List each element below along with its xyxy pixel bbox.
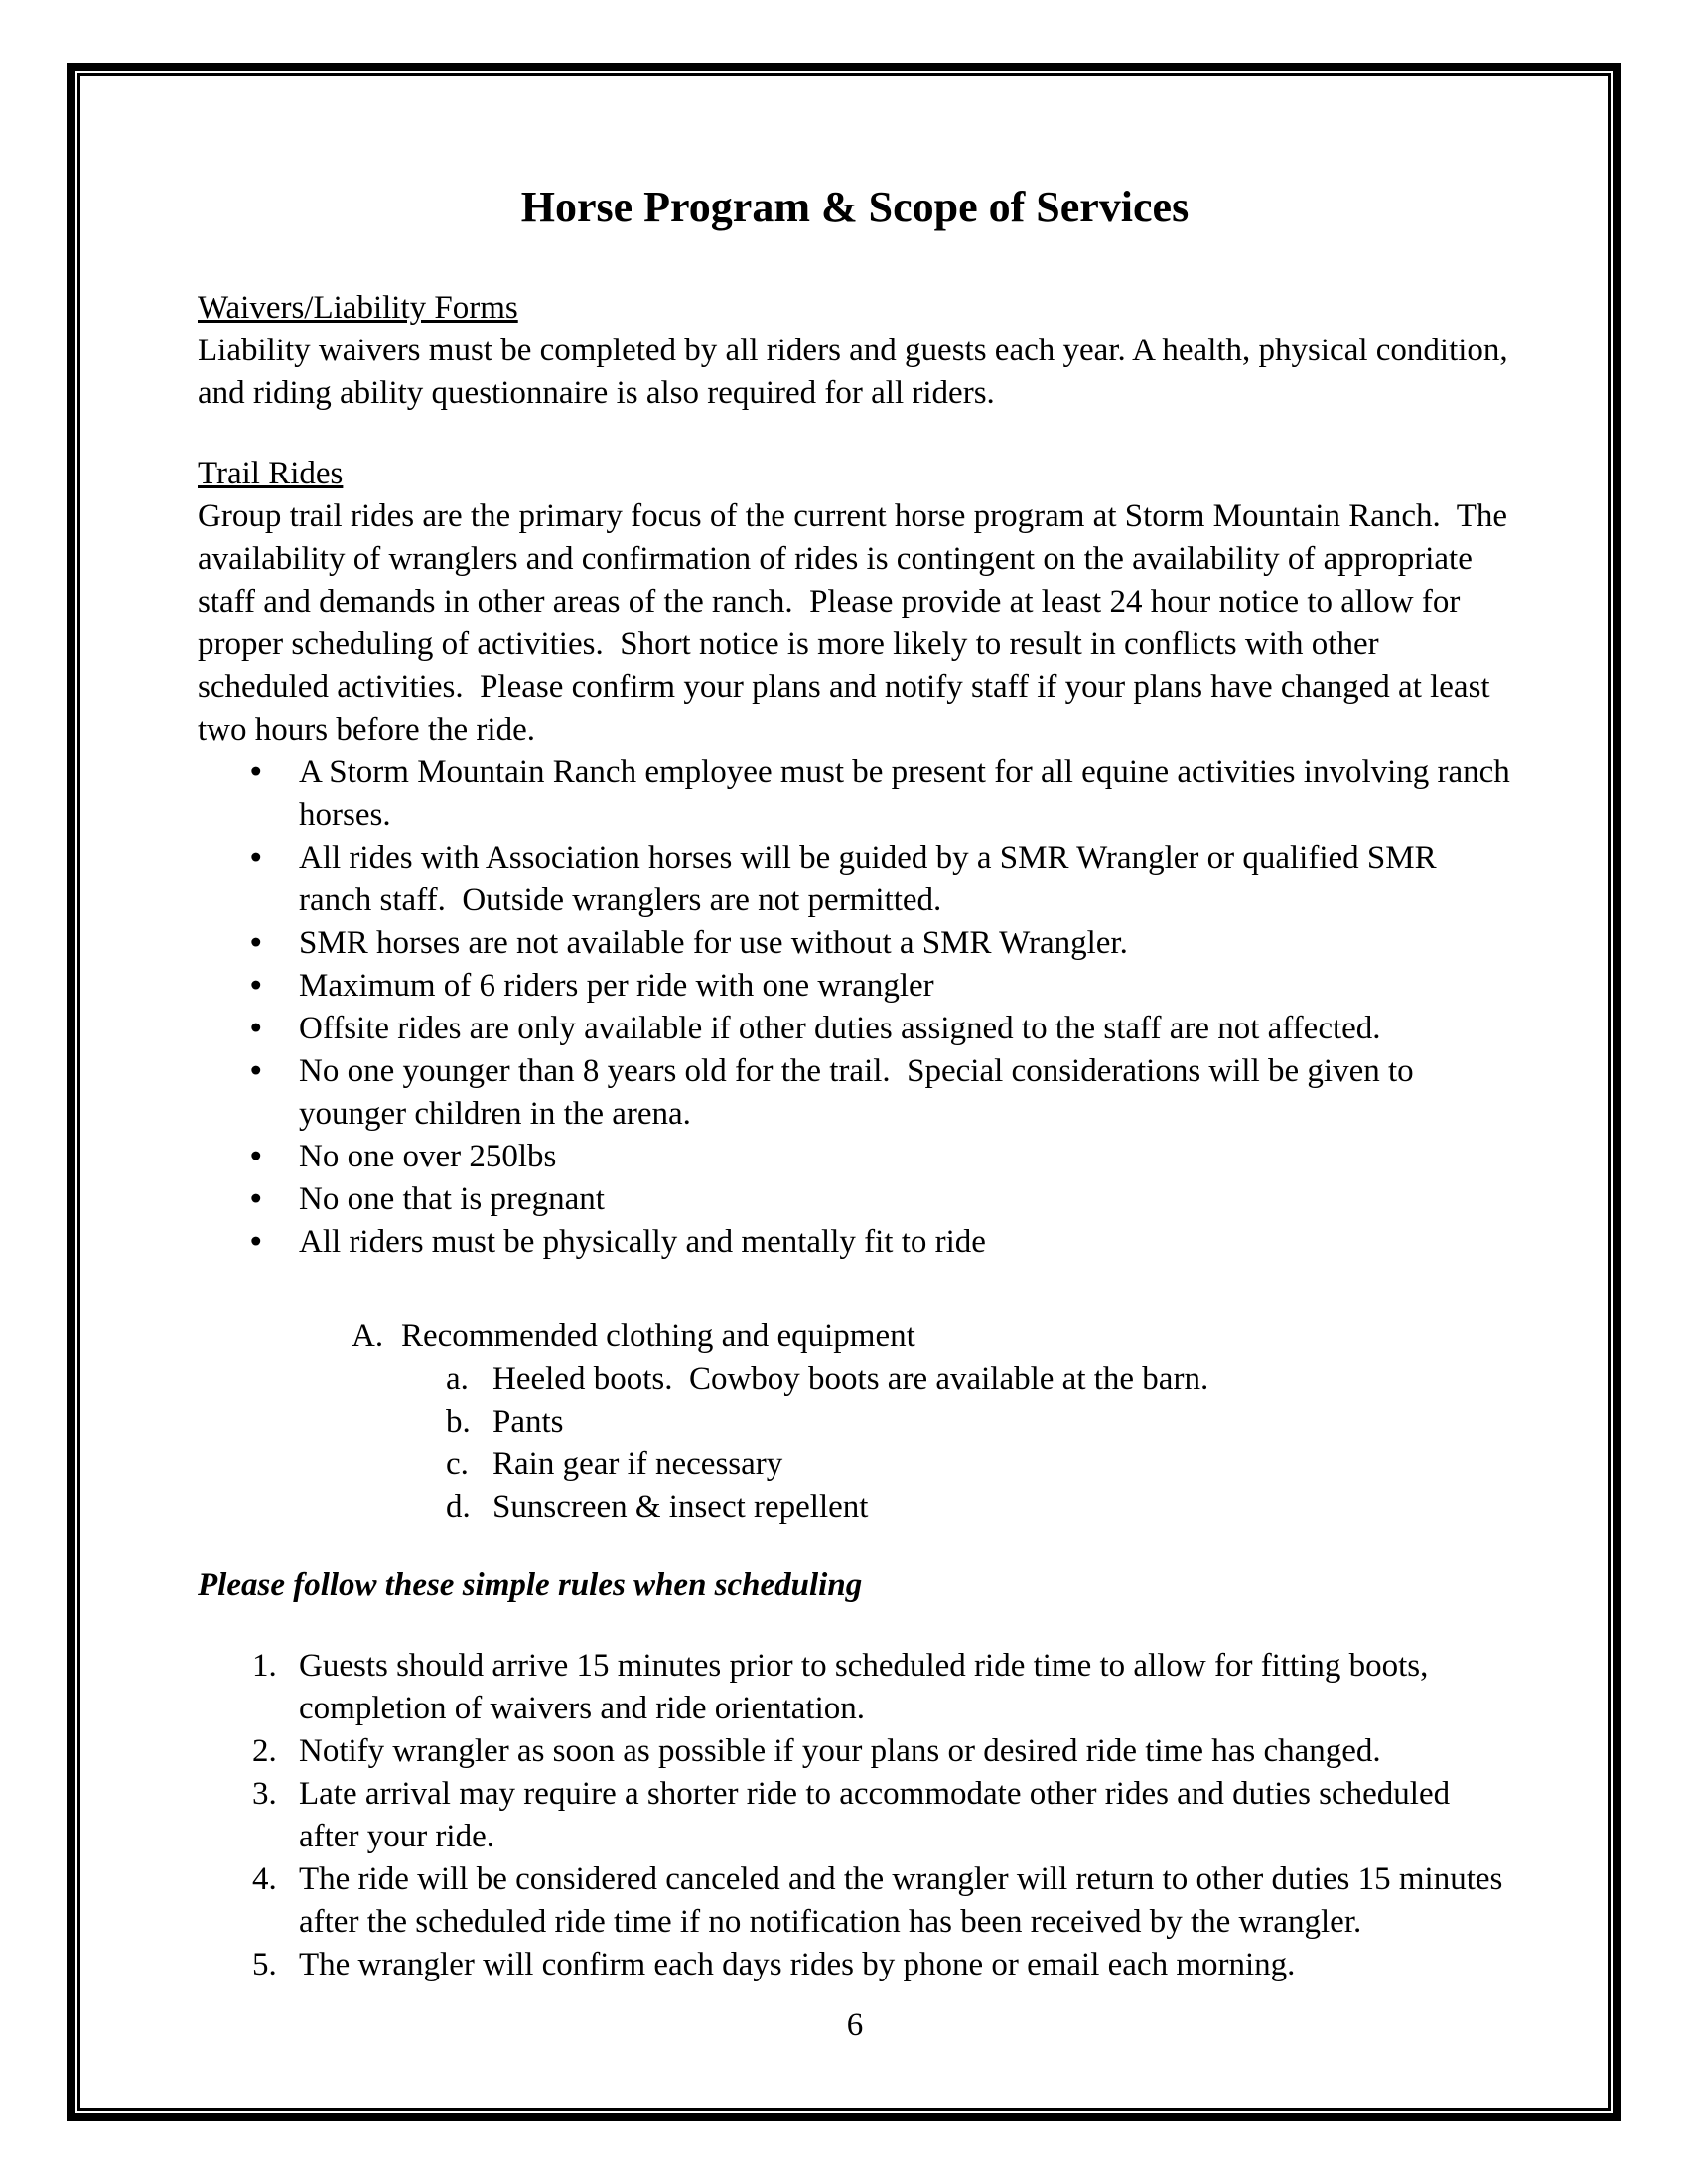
list-item (250, 751, 1519, 837)
item-number: 5. (252, 1947, 277, 1982)
document-content (80, 76, 1608, 2047)
item-text: Rain gear if necessary (492, 1446, 783, 1482)
bullet-text: No one that is pregnant (299, 1181, 605, 1217)
bullet-text: All riders must be physically and mentally fit to ride (299, 1224, 986, 1260)
item-number: 2. (252, 1733, 277, 1769)
item-number: 4. (252, 1861, 277, 1897)
list-item (250, 1221, 1512, 1264)
clothing-heading-text: Recommended clothing and equipment (401, 1318, 915, 1354)
list-item (250, 1178, 1512, 1221)
bullet-icon: • (250, 754, 262, 790)
item-number: 1. (252, 1648, 277, 1684)
item-label: d. (446, 1489, 471, 1525)
list-item (252, 1773, 1512, 1858)
list-item (250, 1008, 1512, 1050)
trail-rides-section (198, 453, 1519, 1264)
bullet-text: No one over 250lbs (299, 1139, 557, 1174)
waivers-body: Liability waivers must be completed by all riders and guests each year. A health, physical condition, and riding ability questionnaire is also required for all riders. (198, 333, 1516, 411)
list-item (250, 922, 1512, 965)
bullet-text: Maximum of 6 riders per ride with one wrangler (299, 968, 934, 1004)
clothing-item-list (446, 1358, 1512, 1529)
list-item (250, 965, 1512, 1008)
item-text: Heeled boots. Cowboy boots are available at the barn. (492, 1361, 1209, 1397)
bullet-text: Offsite rides are only available if other duties assigned to the staff are not affected. (299, 1011, 1381, 1046)
trail-rides-body: Group trail rides are the primary focus of the current horse program at Storm Mountain Ranch. The availability of wranglers and confirmation of rides is contingent on the availability of appropriate staff and demands in other areas of the ranch. Please provide at least 24 hour notice to allow for proper scheduling of activities. Short notice is more likely to result in conflicts with other scheduled activities. Please confirm your plans and notify staff if your plans have changed at least two hours before the ride. (198, 498, 1516, 748)
item-text: The wrangler will confirm each days rides by phone or email each morning. (299, 1947, 1296, 1982)
list-item (446, 1486, 1512, 1529)
page-title: Horse Program & Scope of Services (520, 183, 1190, 231)
clothing-heading-label: A. (352, 1318, 384, 1354)
bullet-text: All rides with Association horses will be guided by a SMR Wrangler or qualified SMR ranch staff. Outside wranglers are not permitted. (299, 840, 1445, 918)
bullet-text: A Storm Mountain Ranch employee must be present for all equine activities involving ranch horses. (299, 754, 1519, 833)
list-item (446, 1401, 1512, 1443)
clothing-section (352, 1315, 1512, 1529)
list-item (446, 1443, 1512, 1486)
page-number: 6 (846, 2007, 864, 2043)
rules-list (198, 1645, 1512, 1986)
bullet-icon: • (250, 925, 262, 961)
clothing-heading-row (352, 1315, 1512, 1358)
bullet-icon: • (250, 968, 262, 1004)
bullet-text: SMR horses are not available for use without a SMR Wrangler. (299, 925, 1128, 961)
item-text: Late arrival may require a shorter ride to accommodate other rides and duties scheduled after your ride. (299, 1776, 1459, 1854)
item-text: Sunscreen & insect repellent (492, 1489, 869, 1525)
waivers-section (198, 287, 1516, 415)
item-number: 3. (252, 1776, 277, 1812)
page-border-inner (77, 73, 1611, 2111)
list-item (250, 1050, 1512, 1136)
list-item (252, 1730, 1512, 1773)
list-item (252, 1645, 1512, 1730)
list-item (252, 1944, 1512, 1986)
bullet-icon: • (250, 1224, 262, 1260)
bullet-icon: • (250, 1139, 262, 1174)
list-item (446, 1358, 1512, 1401)
item-label: b. (446, 1404, 471, 1439)
item-text: Pants (492, 1404, 564, 1439)
waivers-heading: Waivers/Liability Forms (198, 290, 518, 326)
item-text: Notify wrangler as soon as possible if your plans or desired ride time has changed. (299, 1733, 1381, 1769)
item-label: a. (446, 1361, 469, 1397)
item-label: c. (446, 1446, 469, 1482)
list-item (250, 1136, 1512, 1178)
list-item (252, 1858, 1512, 1944)
rules-heading: Please follow these simple rules when scheduling (198, 1568, 863, 1603)
item-text: Guests should arrive 15 minutes prior to scheduled ride time to allow for fitting boots, completion of waivers and ride orientation. (299, 1648, 1437, 1726)
bullet-text: No one younger than 8 years old for the trail. Special considerations will be given to younger children in the arena. (299, 1053, 1422, 1132)
bullet-icon: • (250, 1181, 262, 1217)
trail-rides-heading: Trail Rides (198, 456, 344, 491)
bullet-icon: • (250, 1053, 262, 1089)
bullet-icon: • (250, 1011, 262, 1046)
item-text: The ride will be considered canceled and the wrangler will return to other duties 15 minutes after the scheduled ride time if no notification has been received by the wrangler. (299, 1861, 1511, 1940)
bullet-icon: • (250, 840, 262, 876)
trail-rides-bullet-list (198, 751, 1519, 1264)
page-border (67, 63, 1621, 2121)
list-item (250, 837, 1512, 922)
